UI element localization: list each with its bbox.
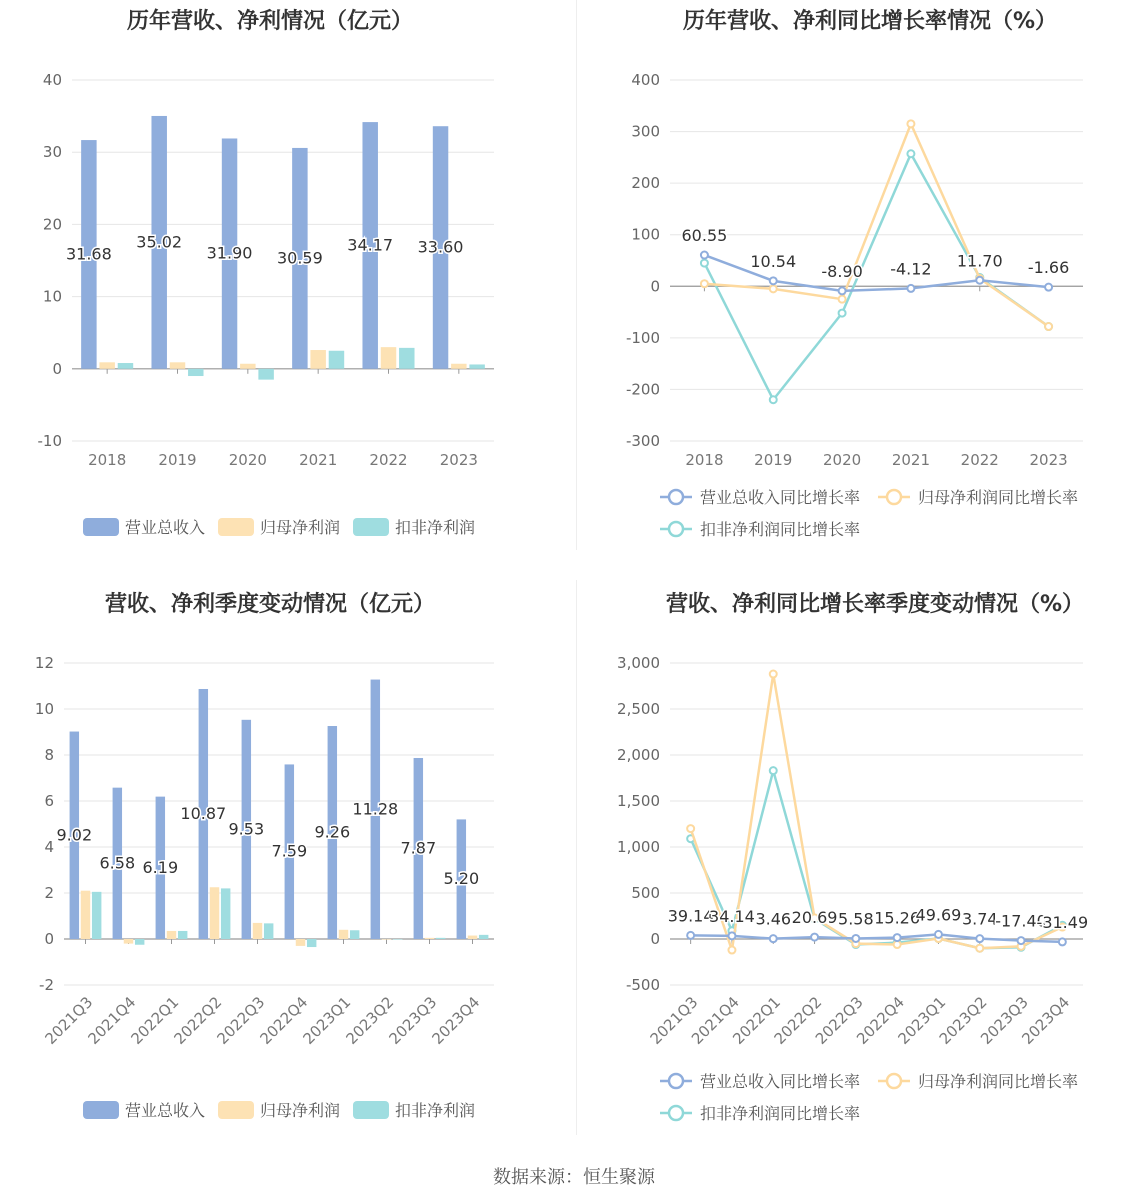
chart-4-y-tick-label: 1,500 [617,792,660,810]
chart-4-point-营业总收入同比增长率 [1059,938,1066,945]
chart-4-y-tick-label: -500 [625,976,660,994]
chart-2-x-tick-label: 2019 [754,451,793,469]
chart-1-bar-扣非净利润 [258,369,273,380]
chart-4-point-归母净利润同比增长率 [770,671,777,678]
chart-2-point-扣非净利润同比增长率 [701,260,708,267]
chart-1-bar-归母净利润 [99,362,114,368]
chart-2-data-label: -8.90 [821,261,863,281]
chart-4-data-label: 15.26 [874,908,921,928]
chart-3-y-tick-label: 10 [34,700,54,718]
data-source: 数据来源：恒生聚源 [493,1167,655,1188]
chart-2-point-扣非净利润同比增长率 [907,150,914,157]
chart-3-data-label: 6.19 [142,857,179,877]
chart-3-bar-归母净利润 [81,891,90,939]
chart-3-y-tick-label: 2 [44,884,54,902]
chart-4-data-label: 3.74 [961,909,998,929]
chart-3-x-tick-label: 2023Q4 [428,993,484,1048]
chart-2-point-营业总收入同比增长率 [976,277,983,284]
chart-3-data-label: 9.02 [56,825,93,845]
chart-3-y-tick-label: 4 [44,838,54,856]
chart-2-y-tick-label: 100 [631,225,660,244]
chart-2-legend-marker [669,522,683,536]
chart-3-bar-归母净利润 [167,931,176,939]
chart-2-title: 历年营收、净利同比增长率情况（%） [682,9,1058,34]
chart-4-point-营业总收入同比增长率 [770,935,777,942]
chart-2-x-tick-label: 2023 [1029,451,1068,469]
chart-2-line-扣非净利润同比增长率 [704,154,1048,400]
chart-3-bar-归母净利润 [339,930,348,939]
chart-4-point-营业总收入同比增长率 [852,935,859,942]
chart-4-legend-marker [887,1074,901,1088]
chart-2-point-营业总收入同比增长率 [1045,284,1052,291]
chart-2-data-label: 11.70 [956,251,1003,271]
chart-2-y-tick-label: 0 [650,277,660,296]
chart-2-y-tick-label: 200 [631,174,660,193]
chart-3-bar-归母净利润 [253,923,262,939]
chart-2-x-tick-label: 2020 [822,451,862,469]
chart-3-x-tick-label: 2023Q1 [299,993,355,1048]
chart-4-data-label: 49.69 [915,905,962,925]
chart-3-bar-扣非净利润 [264,923,273,939]
chart-3-y-tick-label: 6 [44,792,54,810]
chart-3-bar-归母净利润 [124,939,133,944]
chart-4-y-tick-label: 1,000 [617,838,660,856]
chart-2-data-label: 10.54 [750,251,797,271]
chart-4-x-tick-label: 2021Q3 [646,993,702,1048]
chart-3-x-tick-label: 2021Q3 [41,993,97,1048]
chart-4-legend-label: 营业总收入同比增长率 [700,1072,861,1091]
chart-1-bar-归母净利润 [381,347,396,369]
chart-3-x-tick-label: 2023Q2 [342,993,398,1048]
chart-1-legend-swatch [83,518,119,536]
chart-4-point-营业总收入同比增长率 [935,931,942,938]
chart-3-bar-扣非净利润 [92,892,101,939]
chart-3-bar-扣非净利润 [393,939,402,940]
chart-1-legend-label: 归母净利润 [260,518,341,537]
chart-4-x-tick-label: 2021Q4 [687,993,743,1048]
chart-2-point-扣非净利润同比增长率 [839,310,846,317]
chart-4-x-tick-label: 2022Q2 [770,993,826,1048]
chart-4-y-tick-label: 2,000 [617,746,660,764]
chart-4-x-tick-label: 2023Q2 [935,993,991,1048]
chart-1-bar-扣非净利润 [329,351,344,369]
chart-1-y-tick-label: 20 [42,215,62,234]
chart-1-bar-归母净利润 [310,350,325,369]
chart-3-x-tick-label: 2022Q2 [170,993,226,1048]
chart-2-y-tick-label: 400 [631,71,660,89]
chart-1-y-tick-label: 10 [42,287,62,306]
chart-1-title: 历年营收、净利情况（亿元） [126,9,413,34]
chart-3-y-tick-label: -2 [39,976,54,994]
chart-2-point-营业总收入同比增长率 [701,252,708,259]
chart-2-line-归母净利润同比增长率 [704,124,1048,327]
chart-1-x-tick-label: 2023 [439,451,478,469]
chart-4-line-营业总收入同比增长率 [691,934,1063,941]
chart-1-data-label: 35.02 [136,232,183,252]
chart-1-y-tick-label: -10 [37,432,62,450]
chart-3-bar-扣非净利润 [479,935,488,939]
chart-4-x-tick-label: 2023Q3 [977,993,1032,1048]
chart-4-legend-label: 归母净利润同比增长率 [918,1072,1079,1091]
chart-2-y-tick-label: -200 [625,380,660,399]
chart-3-x-tick-label: 2022Q1 [127,993,183,1048]
chart-3-y-tick-label: 0 [44,930,54,948]
chart-1-data-label: 34.17 [347,235,394,255]
chart-1-legend-label: 扣非净利润 [395,518,476,537]
chart-3-data-label: 7.59 [271,841,308,861]
chart-3-legend-label: 扣非净利润 [395,1101,476,1120]
chart-2-y-tick-label: -100 [625,328,660,347]
chart-4-legend-marker [669,1106,683,1120]
chart-4-y-tick-label: 3,000 [617,654,660,672]
chart-4-point-营业总收入同比增长率 [811,934,818,941]
chart-3-x-tick-label: 2022Q4 [256,993,312,1048]
chart-2-x-tick-label: 2018 [685,451,724,469]
chart-1-legend-label: 营业总收入 [125,518,206,537]
chart-4-y-tick-label: 2,500 [617,700,660,718]
chart-1-legend-swatch [218,518,254,536]
chart-4-x-tick-label: 2022Q3 [811,993,867,1048]
chart-4-data-label: 3.46 [755,909,792,929]
chart-3-bar-归母净利润 [425,938,434,939]
chart-4-x-tick-label: 2022Q1 [729,993,785,1048]
chart-4-legend-marker [669,1074,683,1088]
chart-1-x-tick-label: 2022 [369,451,408,469]
chart-4-x-tick-label: 2023Q1 [894,993,950,1048]
chart-3-data-label: 11.28 [352,799,399,819]
chart-1-data-label: 31.90 [206,243,253,263]
chart-4-point-营业总收入同比增长率 [687,932,694,939]
chart-4-point-归母净利润同比增长率 [687,825,694,832]
chart-3-data-label: 10.87 [180,803,227,823]
chart-3-y-tick-label: 12 [34,654,54,672]
chart-2-y-tick-label: -300 [625,432,660,450]
chart-3-legend-swatch [218,1101,254,1119]
chart-2-point-营业总收入同比增长率 [839,287,846,294]
chart-4-point-营业总收入同比增长率 [728,932,735,939]
chart-3-data-label: 5.20 [443,869,480,889]
chart-3-legend-swatch [353,1101,389,1119]
chart-4-point-归母净利润同比增长率 [976,945,983,952]
chart-2-data-label: 60.55 [681,226,728,246]
chart-3-x-tick-label: 2021Q4 [84,993,140,1048]
chart-4-point-营业总收入同比增长率 [976,935,983,942]
chart-3-legend-swatch [83,1101,119,1119]
chart-1-bar-归母净利润 [240,364,255,369]
chart-1-x-tick-label: 2019 [158,451,197,469]
chart-3-legend-label: 归母净利润 [260,1101,341,1120]
chart-1-y-tick-label: 0 [52,359,62,378]
chart-4-data-label: 39.14 [667,906,714,926]
chart-1-legend-swatch [353,518,389,536]
chart-1-data-label: 31.68 [65,244,112,264]
chart-2-y-tick-label: 300 [631,122,660,141]
chart-1-data-label: 30.59 [276,248,323,268]
chart-3-data-label: 9.26 [314,822,351,842]
chart-3-bar-扣非净利润 [135,939,144,945]
chart-3-bar-扣非净利润 [350,930,359,939]
chart-3-x-tick-label: 2022Q3 [213,993,269,1048]
chart-3-bar-归母净利润 [210,887,219,939]
chart-3-bar-归母净利润 [382,939,391,940]
chart-2-legend-marker [887,490,901,504]
chart-4-point-归母净利润同比增长率 [728,947,735,954]
chart-2-point-营业总收入同比增长率 [907,285,914,292]
chart-4-y-tick-label: 0 [650,930,660,948]
chart-2-point-归母净利润同比增长率 [839,296,846,303]
chart-3-y-tick-label: 8 [44,746,54,764]
chart-4-point-营业总收入同比增长率 [894,934,901,941]
chart-2-legend-label: 归母净利润同比增长率 [918,488,1079,507]
chart-3-bar-扣非净利润 [221,888,230,939]
chart-1-bar-归母净利润 [451,364,466,369]
chart-4-title: 营收、净利同比增长率季度变动情况（%） [665,592,1085,617]
chart-4-point-扣非净利润同比增长率 [770,767,777,774]
chart-4-data-label: 5.58 [838,909,874,929]
chart-2-legend-label: 扣非净利润同比增长率 [700,520,861,539]
chart-2-x-tick-label: 2021 [891,451,931,469]
chart-1-bar-扣非净利润 [469,364,484,368]
chart-3-bar-归母净利润 [296,939,305,946]
chart-3-bar-归母净利润 [468,936,477,939]
chart-2-legend-label: 营业总收入同比增长率 [700,488,861,507]
chart-4-y-tick-label: 500 [631,884,660,902]
chart-4-data-label: 34.14 [709,906,755,926]
chart-3-legend-label: 营业总收入 [125,1101,206,1120]
chart-2-data-label: -4.12 [890,259,932,279]
chart-2-point-归母净利润同比增长率 [1045,323,1052,330]
chart-2-x-tick-label: 2022 [960,451,999,469]
chart-2-point-扣非净利润同比增长率 [770,396,777,403]
chart-4-point-营业总收入同比增长率 [1018,937,1025,944]
chart-3-x-tick-label: 2023Q3 [385,993,441,1048]
chart-1-bar-扣非净利润 [118,363,133,369]
chart-1-x-tick-label: 2020 [228,451,267,469]
chart-4-data-label: -31.49 [1036,912,1089,932]
chart-3-title: 营收、净利季度变动情况（亿元） [104,592,435,617]
chart-3-bar-扣非净利润 [307,939,316,947]
chart-1-y-tick-label: 40 [42,71,62,89]
chart-2-data-label: -1.66 [1027,258,1070,278]
chart-2-point-归母净利润同比增长率 [907,120,914,127]
chart-2-legend-marker [669,490,683,504]
chart-1-data-label: 33.60 [417,237,464,257]
chart-2-point-营业总收入同比增长率 [770,277,777,284]
chart-1-bar-归母净利润 [170,362,185,368]
chart-1-bar-扣非净利润 [188,369,203,376]
chart-4-x-tick-label: 2023Q4 [1018,993,1074,1048]
chart-3-data-label: 9.53 [228,819,265,839]
chart-2-point-归母净利润同比增长率 [770,285,777,292]
chart-3-data-label: 7.87 [400,838,437,858]
chart-1-x-tick-label: 2021 [299,451,338,469]
chart-3-bar-扣非净利润 [436,938,445,939]
chart-3-data-label: 6.58 [99,853,136,873]
chart-1-x-tick-label: 2018 [88,451,127,469]
chart-3-bar-扣非净利润 [178,931,187,939]
chart-1-y-tick-label: 30 [42,143,62,162]
chart-4-data-label: -17.40 [995,911,1047,931]
chart-2-point-归母净利润同比增长率 [701,280,708,287]
chart-1-bar-扣非净利润 [399,348,414,369]
chart-4-x-tick-label: 2022Q4 [853,993,908,1048]
chart-4-legend-label: 扣非净利润同比增长率 [700,1104,861,1123]
chart-4-data-label: 20.69 [791,908,838,928]
